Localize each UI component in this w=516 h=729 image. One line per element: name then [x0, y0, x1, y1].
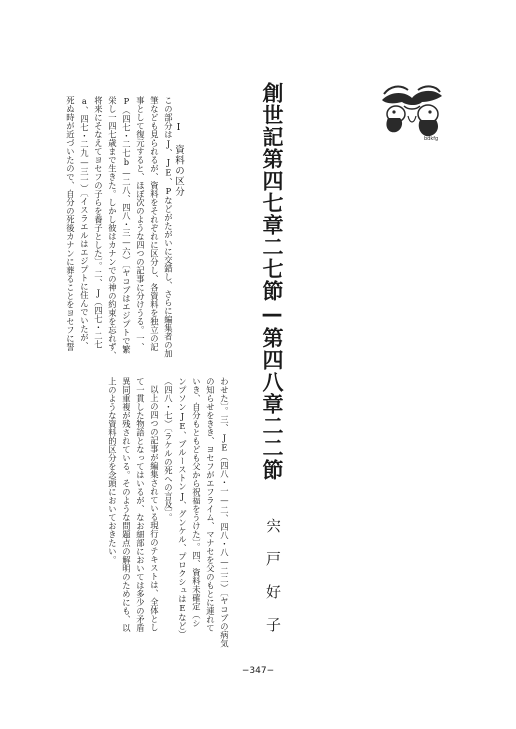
body-column: 事として復元すると、ほぼ次のような四つの記事に分けうる。一、 [135, 96, 146, 351]
section-heading: Ⅰ 資料の区分 [173, 122, 184, 197]
body-column: 栄し一四七歳まで生きた。しかし彼はカナンでの神の約束を忘れず、 [107, 96, 118, 360]
body-column: 死ぬ時が近づいたので、自分の死後カナンに葬ることをヨセフに誓 [65, 96, 76, 351]
body-column: P（四七・二七b—二八、四八・三—六）〔ヤコブはエジプトで繁 [121, 96, 132, 354]
body-column: 異同重複が残されている。そのような問題点の解明のためにも、以 [121, 377, 132, 632]
body-column: いき、自分もともども父から祝福をうけた〕。四、資料未確定（シ [191, 377, 202, 628]
body-column: この部分はJ、JE、Pなどがたがいに交錯し、さらに編集者の加 [163, 96, 174, 358]
article-title: 創世記第四七章二七節—第四八章二二節 [260, 82, 284, 481]
frog-illustration-icon [378, 80, 446, 142]
body-column: 上のような資料的区分を念頭においておきたい。 [107, 377, 118, 564]
body-column: 筆なども見られるが、資料をそれぞれに区分し、各資料を独立の記 [149, 96, 160, 351]
body-column: （四八・七）〔ラケルの死への言及〕。 [163, 377, 174, 522]
author-name: 宍戸好子 [264, 518, 282, 650]
body-column: a、四七・二九—三一）〔イスラエルはエジプトに住んでいたが、 [79, 96, 90, 351]
body-column: の知らせをきき、ヨセフがエフライム、マナセを父のもとに連れて [205, 377, 216, 632]
illustration-caption: bdkfg [424, 136, 439, 142]
body-column: ンプソンJE、ブルーストンJ、グンケル、プロクシュはEなど） [177, 377, 188, 639]
page-number: −347− [241, 666, 275, 676]
body-column: て一貫した物語となってはいるが、なお細部においては多少の矛盾 [135, 377, 146, 632]
body-column: 将来にそなえてヨセフの子らを養子とした〕。二、J（四七・二七 [93, 96, 104, 349]
body-column: わせた〕。三、JE（四八・一—二、四八・八—二二）〔ヤコブの病気 [219, 377, 230, 648]
body-column: 以上の四つの記事が編集されている現行のテキストは、全体とし [149, 385, 160, 632]
